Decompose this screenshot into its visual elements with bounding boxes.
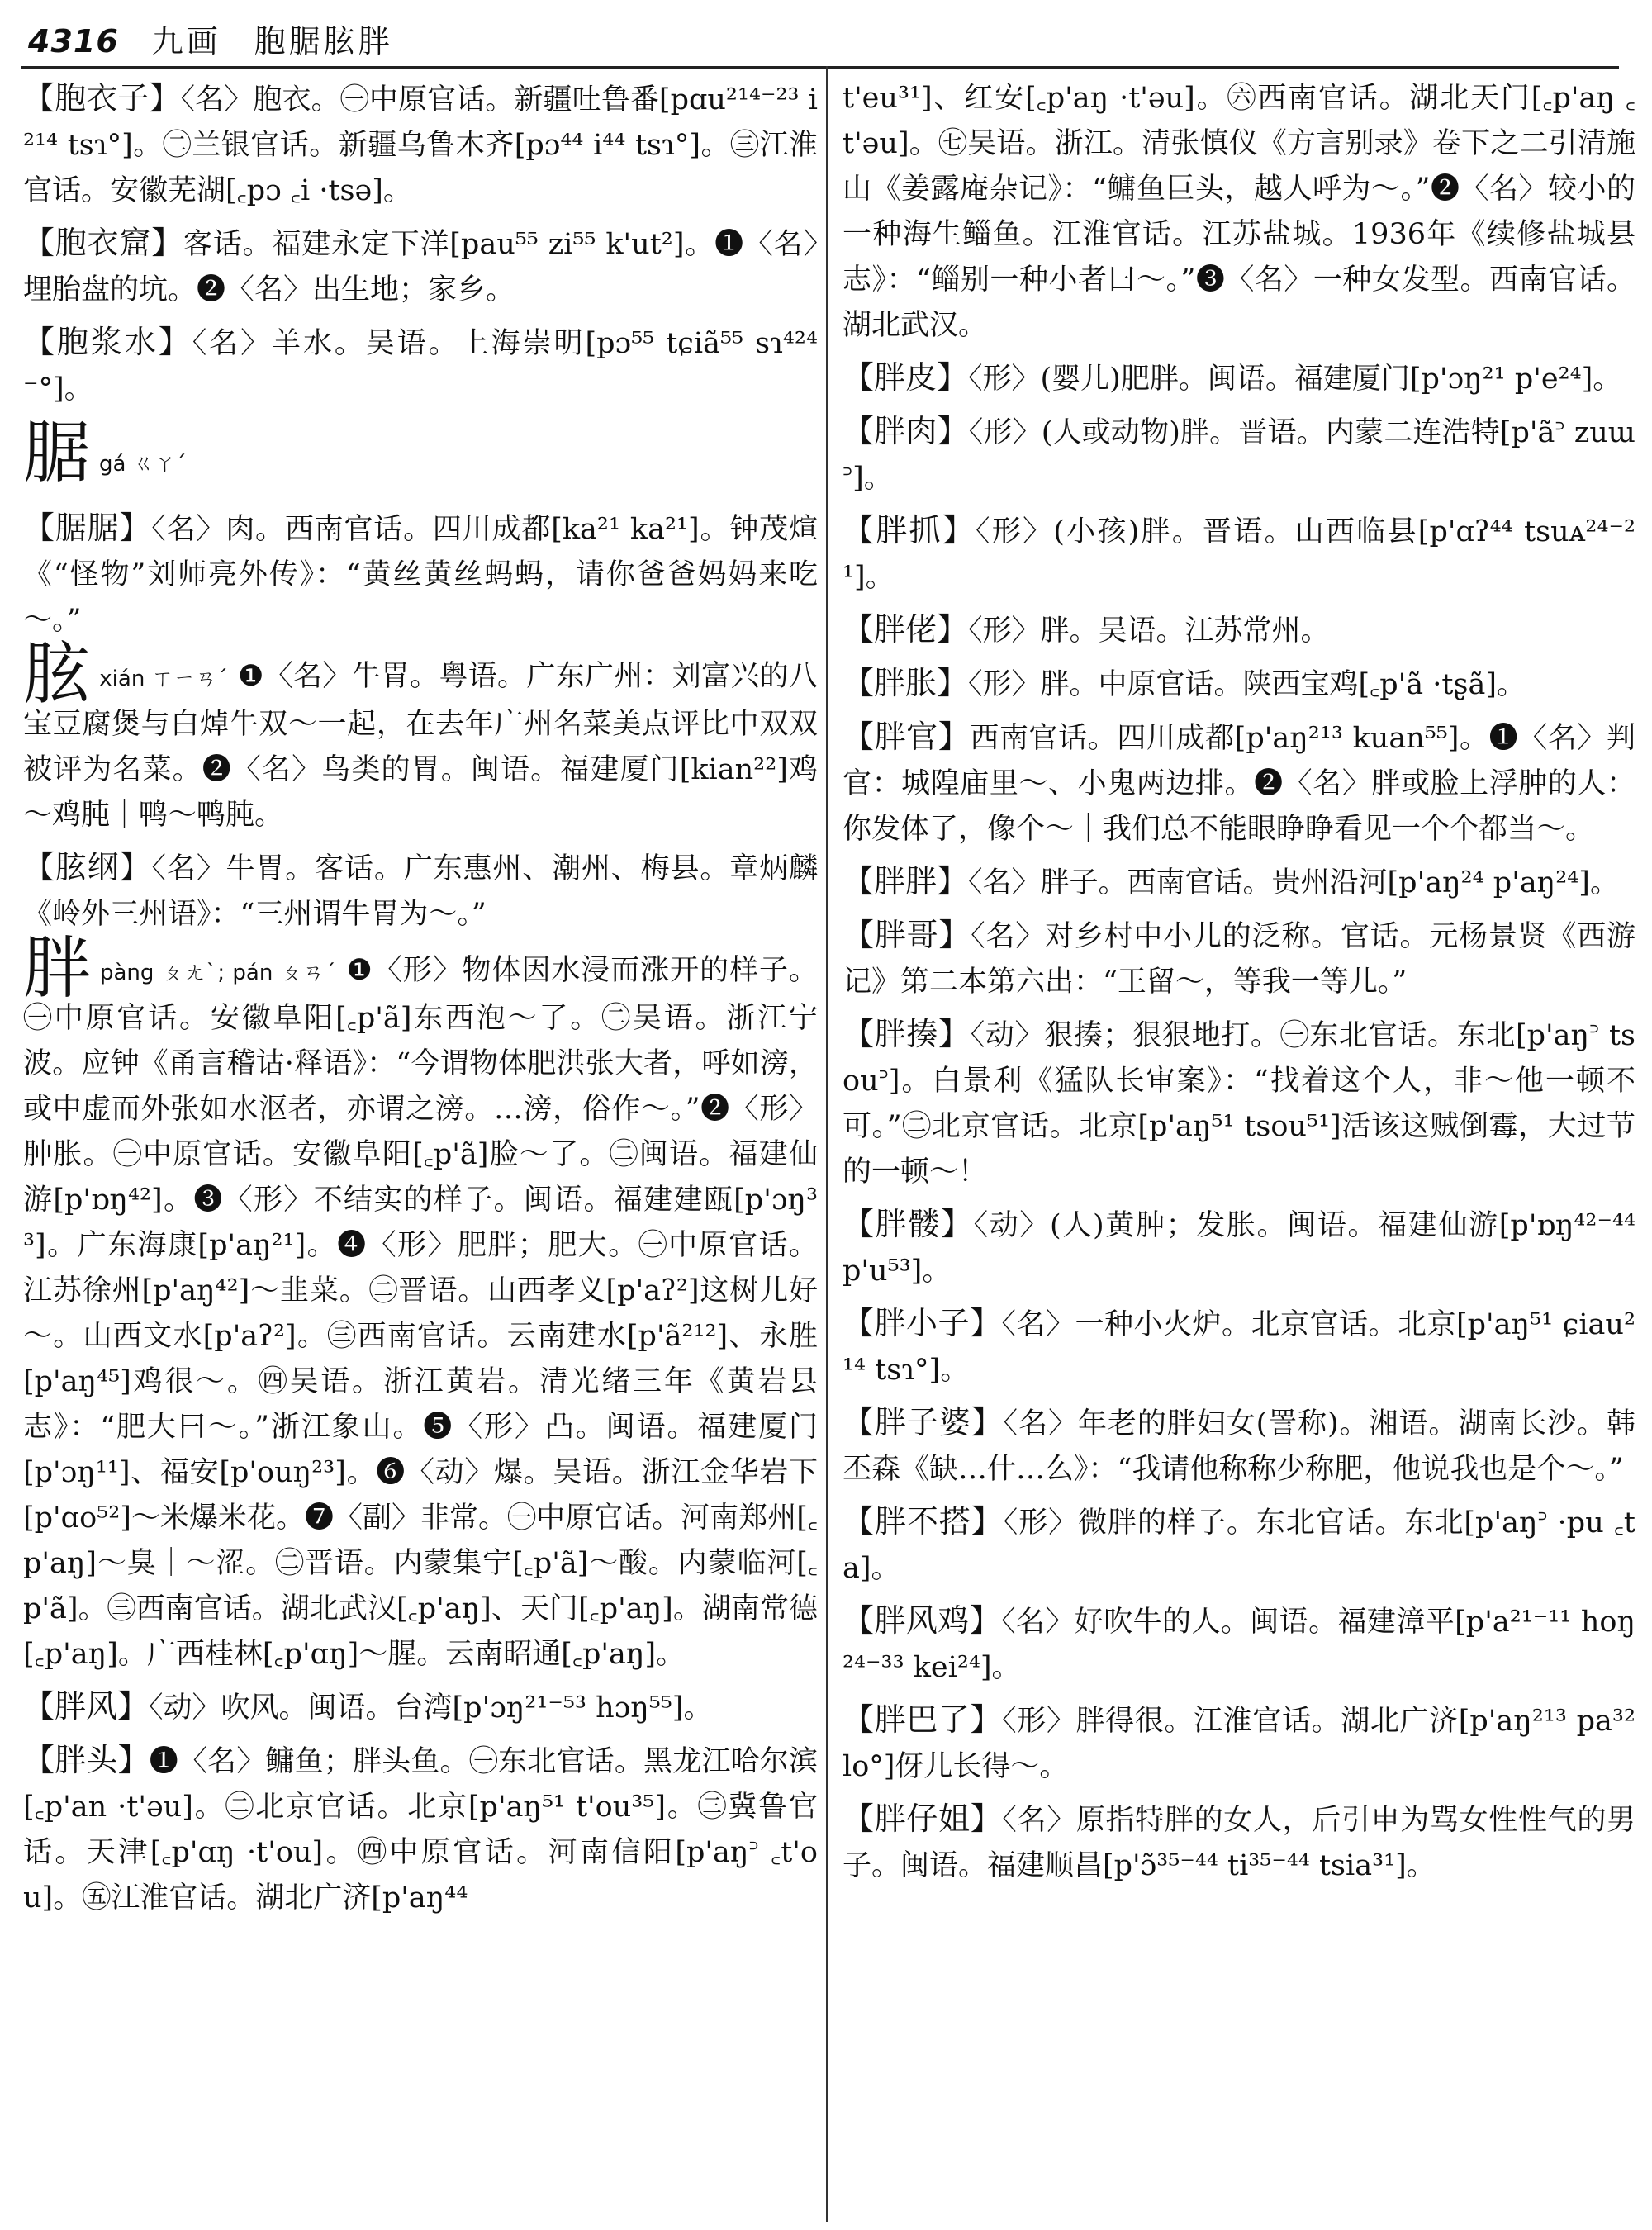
entry-headword: 【胖官】	[843, 719, 971, 755]
entry-headword: 【胖胖】	[843, 863, 969, 899]
dictionary-entry	[843, 508, 1635, 600]
definition: t'eu³¹]、红安[꜀p'aŋ ·t'əu]。㊅西南官话。湖北天门[꜀p'aŋ ꜀t'əu]。㊆吴语。浙江。清张慎仪《方言别录》卷下之二引清施山《姜露庵杂记》：“鳙鱼巨头，越人呼为～。”❷〈名〉较小的一种海生鲻鱼。江淮官话。江苏盐城。1936年《续修盐城县志》：“鲻别一种小者曰～。”❸〈名〉一种女发型。西南官话。湖北武汉。	[843, 82, 1635, 342]
header-section: 九画	[151, 23, 221, 59]
right-column	[843, 76, 1635, 2213]
entry-headword: 【胖仔姐】	[843, 1801, 1003, 1837]
entry-headword: 【胖头】	[23, 1742, 150, 1778]
definition: 〈名〉羊水。吴语。上海崇明[pɔ⁵⁵ tɕiã⁵⁵ sɿ⁴²⁴⁻°]。	[23, 327, 818, 406]
dictionary-entry	[843, 76, 1635, 349]
head-character-block	[23, 414, 818, 499]
head-character: 腒	[23, 414, 92, 492]
dictionary-entry	[843, 1499, 1635, 1592]
entry-headword: 【胖风】	[23, 1688, 150, 1725]
pronunciation: gá ㄍㄚˊ	[99, 452, 187, 477]
dictionary-entry	[23, 221, 818, 313]
entry-headword: 【胖子婆】	[843, 1404, 1004, 1440]
definition: 〈名〉胖子。西南官话。贵州沿河[p'aŋ²⁴ p'aŋ²⁴]。	[968, 866, 1619, 899]
definition: 〈动〉吹风。闽语。台湾[p'ɔŋ²¹⁻⁵³ hɔŋ⁵⁵]。	[149, 1691, 713, 1725]
header-chars: 胞腒胘胖	[254, 23, 393, 59]
definition: 〈动〉(人)黄肿；发胀。闽语。福建仙游[p'ɒŋ⁴²⁻⁴⁴ p'u⁵³]。	[843, 1209, 1635, 1288]
dictionary-entry	[843, 1012, 1635, 1195]
definition: 〈形〉(婴儿)肥胖。闽语。福建厦门[p'ɔŋ²¹ p'e²⁴]。	[968, 363, 1622, 396]
dictionary-entry	[843, 661, 1635, 708]
definition: 〈名〉一种小火炉。北京官话。北京[p'aŋ⁵¹ ɕiau²¹⁴ tsɿ°]。	[843, 1308, 1635, 1387]
dictionary-entry	[843, 607, 1635, 654]
entry-headword: 【胞衣窟】	[23, 225, 184, 261]
head-character: 胘	[23, 635, 92, 714]
definition: 〈名〉肉。西南官话。四川成都[ka²¹ ka²¹]。钟茂煊《“怪物”刘师亮外传》：“黄丝黄丝蚂蚂，请你爸爸妈妈来吃～。”	[23, 513, 818, 637]
entry-headword: 【腒腒】	[23, 510, 152, 546]
entry-headword: 【胖皮】	[843, 359, 969, 396]
dictionary-entry	[23, 505, 818, 643]
entry-headword: 【胖肉】	[843, 413, 969, 449]
dictionary-entry	[843, 859, 1635, 906]
dictionary-entry	[843, 409, 1635, 501]
definition: 〈形〉胖得很。江淮官话。湖北广济[p'aŋ²¹³ pa³² lo°]伢儿长得～。	[843, 1705, 1635, 1783]
dictionary-entry	[23, 320, 818, 412]
dictionary-entry	[23, 76, 818, 214]
dictionary-entry	[843, 1598, 1635, 1691]
entry-headword: 【胖巴了】	[843, 1701, 1003, 1738]
entry-headword: 【胞衣子】	[23, 80, 181, 116]
definition: 〈形〉(小孩)胖。晋语。山西临县[p'ɑʔ⁴⁴ tsuᴀ²⁴⁻²¹]。	[843, 515, 1635, 594]
definition: ❶〈名〉牛胃。粤语。广东广州：刘富兴的八宝豆腐煲与白焯牛双～一起，在去年广州名菜美点评比中双双被评为名菜。❷〈名〉鸟类的胃。闽语。福建厦门[kian²²]鸡～鸡肫｜鸭～鸭肫。	[23, 660, 818, 832]
page-header	[28, 18, 1619, 64]
page-number: 4316	[28, 23, 119, 59]
left-column	[23, 76, 818, 2213]
column-divider	[826, 66, 828, 2222]
dictionary-entry	[843, 1202, 1635, 1294]
pronunciation: xián ㄒㄧㄢˊ	[99, 667, 229, 691]
definition: 〈名〉原指特胖的女人，后引申为骂女性性气的男子。闽语。福建顺昌[p'ɔ̃³⁵⁻⁴⁴ ti³⁵⁻⁴⁴ tsia³¹]。	[843, 1804, 1635, 1882]
definition: 〈形〉(人或动物)胖。晋语。内蒙二连浩特[p'ã꜄ zuɯ꜄]。	[843, 416, 1635, 495]
dictionary-entry	[23, 845, 818, 937]
dictionary-entry	[843, 1400, 1635, 1492]
entry-headword: 【胖抓】	[843, 512, 976, 548]
entry-headword: 【胖哥】	[843, 917, 971, 953]
head-character-entry	[23, 635, 818, 838]
definition: ❶〈名〉鳙鱼；胖头鱼。㊀东北官话。黑龙江哈尔滨[꜀p'an ·t'əu]。㊁北京官话。北京[p'aŋ⁵¹ t'ou³⁵]。㊂冀鲁官话。天津[꜀p'ɑŋ ·t'ou]。㊃中原官话。河南信阳[p'aŋ꜄ ꜀t'ou]。㊄江淮官话。湖北广济[p'aŋ⁴⁴	[23, 1745, 818, 1914]
entry-headword: 【胞浆水】	[23, 324, 192, 360]
dictionary-entry	[843, 1796, 1635, 1889]
entry-headword: 【胖风鸡】	[843, 1602, 1002, 1639]
definition: 〈名〉胞衣。㊀中原官话。新疆吐鲁番[pɑu²¹⁴⁻²³ i²¹⁴ tsɿ°]。㊁兰银官话。新疆乌鲁木齐[pɔ⁴⁴ i⁴⁴ tsɿ°]。㊂江淮官话。安徽芜湖[꜀pɔ ꜀i ·tsə]。	[23, 83, 818, 207]
header-rule	[21, 66, 1619, 69]
dictionary-entry	[23, 1738, 818, 1921]
definition: 〈形〉胖。吴语。江苏常州。	[968, 614, 1330, 648]
entry-headword: 【胖不搭】	[843, 1503, 1004, 1540]
dictionary-entry	[843, 1301, 1635, 1393]
dictionary-entry	[23, 1684, 818, 1731]
entry-headword: 【胖揍】	[843, 1016, 971, 1052]
definition: ❶〈形〉物体因水浸而涨开的样子。㊀中原官话。安徽阜阳[꜀p'ã]东西泡～了。㊁吴语。浙江宁波。应钟《甬言稽诂·释语》：“今谓物体肥洪张大者，呼如滂，或中虚而外张如水沤者，亦谓之滂。…滂，俗作～。”❷〈形〉肿胀。㊀中原官话。安徽阜阳[꜀p'ã]脸～了。㊁闽语。福建仙游[p'ɒŋ⁴²]。❸〈形〉不结实的样子。闽语。福建建瓯[p'ɔŋ³³]。广东海康[p'aŋ²¹]。❹〈形〉肥胖；肥大。㊀中原官话。江苏徐州[p'aŋ⁴²]～韭菜。㊁晋语。山西孝义[p'aʔ²]这树儿好～。山西文水[p'aʔ²]。㊂西南官话。云南建水[p'ã²¹²]、永胜[p'aŋ⁴⁵]鸡很～。㊃吴语。浙江黄岩。清光绪三年《黄岩县志》：“肥大曰～。”浙江象山。❺〈形〉凸。闽语。福建厦门[p'ɔŋ¹¹]、福安[p'ouŋ²³]。❻〈动〉爆。吴语。浙江金华岩下[p'ɑo⁵²]～米爆米花。❼〈副〉非常。㊀中原官话。河南郑州[꜀p'aŋ]～臭｜～涩。㊁晋语。内蒙集宁[꜀p'ã]～酸。内蒙临河[꜀p'ã]。㊂西南官话。湖北武汉[꜀p'aŋ]、天门[꜀p'aŋ]。湖南常德[꜀p'aŋ]。广西桂林[꜀p'ɑŋ]～腥。云南昭通[꜀p'aŋ]。	[23, 954, 818, 1671]
definition: 〈名〉牛胃。客话。广东惠州、潮州、梅县。章炳麟《岭外三州语》：“三州谓牛胃为～。”	[23, 852, 818, 931]
dictionary-entry	[843, 714, 1635, 852]
entry-headword: 【胖髅】	[843, 1206, 974, 1242]
definition: 〈形〉胖。中原官话。陕西宝鸡[꜀p'ã ·tʂã]。	[968, 668, 1526, 701]
dictionary-entry	[843, 355, 1635, 402]
entry-headword: 【胖小子】	[843, 1305, 1002, 1341]
definition: 〈动〉狠揍；狠狠地打。㊀东北官话。东北[p'aŋ꜄ tsou꜄]。白景利《猛队长审案》：“找着这个人，非～他一顿不可。”㊁北京官话。北京[p'aŋ⁵¹ tsou⁵¹]活该这贼倒霉，大过节的一顿～！	[843, 1019, 1635, 1189]
definition: 客话。福建永定下洋[pau⁵⁵ zi⁵⁵ k'ut²]。❶〈名〉埋胎盘的坑。❷〈名〉出生地；家乡。	[23, 228, 818, 306]
pronunciation: pàng ㄆㄤˋ; pán ㄆㄢˊ	[99, 961, 337, 985]
definition: 〈形〉微胖的样子。东北官话。东北[p'aŋ꜄ ·pu ꜀ta]。	[843, 1506, 1635, 1585]
definition: 〈名〉好吹牛的人。闽语。福建漳平[p'a²¹⁻¹¹ hoŋ²⁴⁻³³ kei²⁴]。	[843, 1606, 1635, 1684]
definition: 〈名〉对乡村中小儿的泛称。官话。元杨景贤《西游记》第二本第六出：“王留～，等我一等儿。”	[843, 920, 1635, 999]
head-character-entry	[23, 929, 818, 1677]
dictionary-entry	[843, 1697, 1635, 1790]
entry-headword: 【胖胀】	[843, 665, 969, 701]
head-character: 胖	[23, 929, 92, 1008]
definition: 〈名〉年老的胖妇女(詈称)。湘语。湖南长沙。韩丕森《缺…什…么》：“我请他称称少称肥，他说我也是个～。”	[843, 1407, 1635, 1486]
dictionary-entry	[843, 913, 1635, 1005]
entry-headword: 【胘纲】	[23, 849, 152, 885]
definition: 西南官话。四川成都[p'aŋ²¹³ kuan⁵⁵]。❶〈名〉判官：城隍庙里～、小鬼两边排。❷〈名〉胖或脸上浮肿的人：你发体了，像个～｜我们总不能眼睁睁看见一个个都当～。	[843, 722, 1635, 846]
entry-headword: 【胖佬】	[843, 611, 969, 648]
